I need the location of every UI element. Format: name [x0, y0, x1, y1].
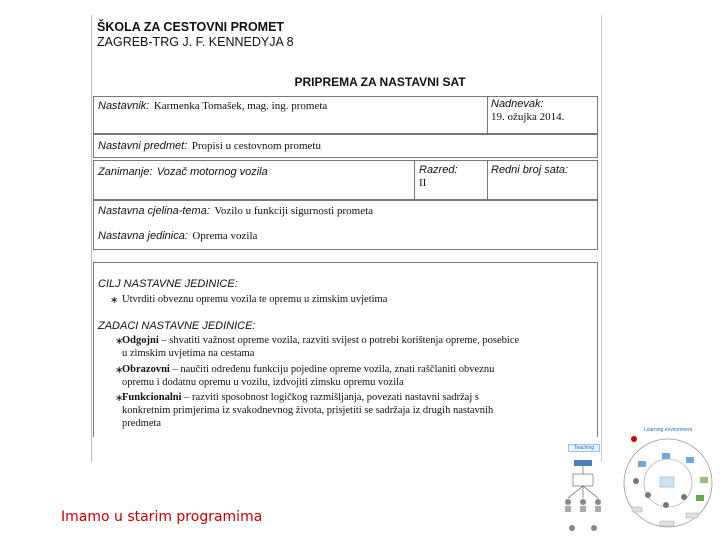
task-term: Funkcionalni	[122, 392, 182, 403]
monitor-icon	[638, 461, 646, 467]
occupation-value: Vozač motornog vozila	[156, 166, 268, 178]
date-cell	[491, 98, 564, 124]
student-icon	[565, 499, 571, 505]
task-text: – naučiti određenu funkciju pojedine opreme vozila, znati raščlaniti obveznu	[169, 364, 495, 375]
student-icon	[580, 499, 586, 505]
date-value: 19. ožujka 2014.	[491, 111, 565, 123]
task-text-cont: u zimskim uvjetima na cestama	[122, 348, 255, 359]
grade-cell	[419, 164, 458, 190]
unit-value: Vozilo u funkciji sigurnosti prometa	[214, 205, 374, 217]
school-heading	[97, 20, 294, 50]
slide-caption: Imamo u starim programima	[61, 509, 263, 525]
teacher-label: Nastavnik:	[98, 100, 150, 112]
bullet: ∗	[115, 336, 124, 347]
teaching-diagram-graphic	[560, 440, 610, 540]
lesson-number-label: Redni broj sata:	[491, 164, 569, 176]
lesson-value: Oprema vozila	[192, 230, 258, 242]
bullet: ∗	[115, 393, 124, 404]
center-node-icon	[660, 477, 674, 487]
task-text-cont: predmeta	[122, 418, 162, 429]
person-icon	[681, 494, 687, 500]
person-icon	[663, 502, 669, 508]
task-item-educational	[122, 363, 494, 389]
learning-environment-diagram	[618, 425, 718, 537]
person-icon	[645, 492, 651, 498]
book-icon	[696, 495, 704, 501]
goal-heading: CILJ NASTAVNE JEDINICE:	[98, 278, 238, 290]
lesson-label: Nastavna jedinica:	[98, 230, 188, 242]
monitor-icon	[686, 457, 694, 463]
task-text: – shvatiti važnost opreme vozila, razviti svijest o potrebi korištenja opreme, posebice	[158, 335, 520, 346]
label-box-icon	[632, 507, 642, 512]
label-box-icon	[660, 521, 674, 526]
book-icon	[700, 477, 708, 483]
label-box-icon	[686, 513, 698, 518]
student-icon	[591, 525, 597, 531]
student-icon	[569, 525, 575, 531]
teaching-diagram-title: Teaching	[568, 444, 600, 452]
unit-label: Nastavna cjelina-tema:	[98, 205, 210, 217]
teacher-value: Karmenka Tomašek, mag. ing. prometa	[153, 100, 328, 112]
date-label: Nadnevak:	[491, 98, 544, 110]
teacher-node-icon	[574, 460, 592, 466]
task-item-upbringing	[122, 334, 519, 360]
document-title: PRIPREMA ZA NASTAVNI SAT	[294, 75, 466, 89]
subject-label: Nastavni predmet:	[98, 140, 188, 152]
task-text-cont: opremu i dodatnu opremu u vozilu, izdvojiti zimsku opremu vozila	[122, 377, 404, 388]
grade-value: II	[419, 177, 427, 189]
teaching-diagram	[560, 440, 610, 540]
divider	[487, 160, 488, 200]
school-name: ŠKOLA ZA CESTOVNI PROMET	[97, 20, 285, 34]
school-address: ZAGREB-TRG J. F. KENNEDYJA 8	[97, 35, 294, 49]
student-icon	[595, 499, 601, 505]
task-term: Obrazovni	[122, 364, 170, 375]
learning-diagram-graphic	[618, 425, 718, 537]
goal-item: Utvrditi obveznu opremu vozila te opremu u zimskim uvjetima	[122, 294, 388, 305]
task-term: Odgojni	[122, 335, 159, 346]
grade-label: Razred:	[419, 164, 458, 176]
learning-diagram-title: Learning environment	[643, 427, 693, 433]
subject-value: Propisi u cestovnom prometu	[191, 140, 321, 152]
bullet: ∗	[110, 295, 119, 306]
lesson-cell	[98, 228, 257, 243]
monitor-icon	[662, 453, 670, 459]
teacher-cell	[98, 98, 327, 113]
bullet: ∗	[115, 365, 124, 376]
red-node-icon	[631, 436, 637, 442]
tasks-heading: ZADACI NASTAVNE JEDINICE:	[98, 320, 256, 332]
divider	[414, 160, 415, 200]
task-text-cont: konkretnim primjerima iz svakodnevnog života, prisjetiti se sadržaja iz drugih nastavnih	[122, 405, 494, 416]
subject-cell	[98, 138, 321, 153]
divider	[487, 96, 488, 134]
lesson-number-cell	[491, 164, 568, 177]
unit-cell	[98, 203, 373, 218]
task-item-functional	[122, 391, 493, 430]
task-text: – razviti sposobnost logičkog razmišljanja, povezati nastavni sadržaj s	[181, 392, 479, 403]
person-icon	[633, 478, 639, 484]
content-node-icon	[573, 474, 593, 486]
occupation-label: Zanimanje:	[98, 166, 153, 178]
occupation-cell	[98, 164, 268, 179]
